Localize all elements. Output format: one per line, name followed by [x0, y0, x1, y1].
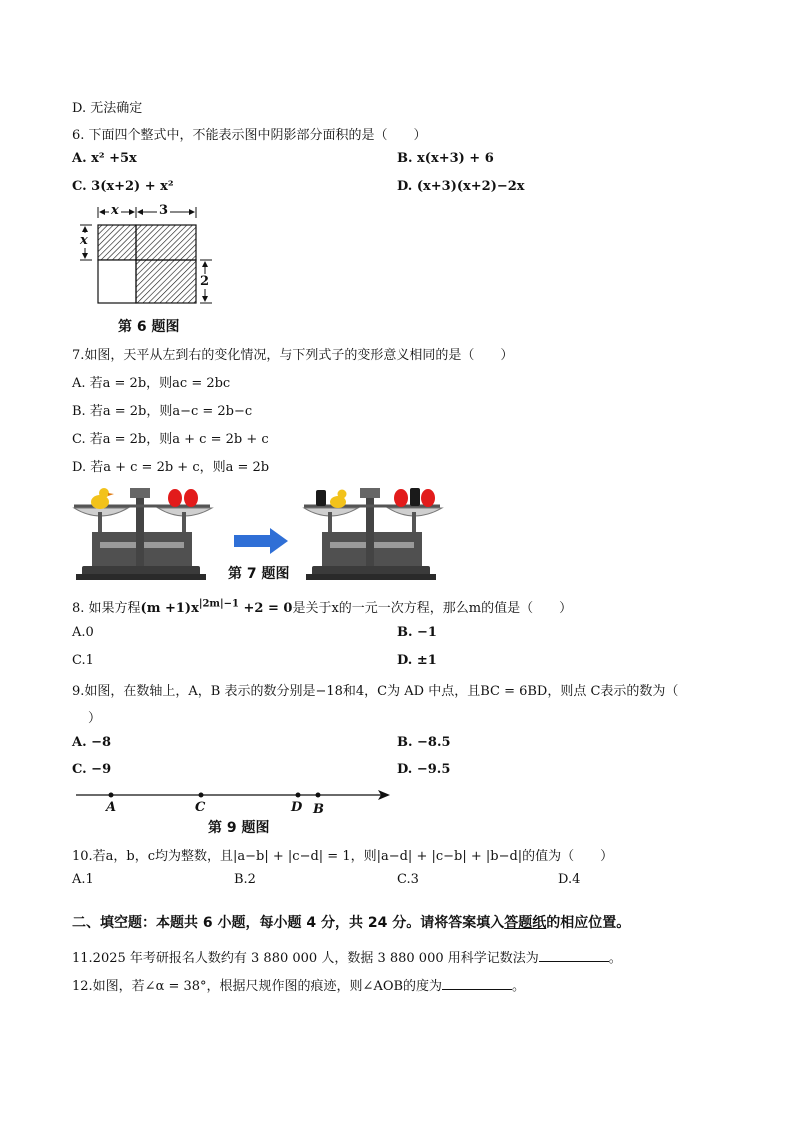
q12-stem-text: 12.如图，若∠α = 38°，根据尺规作图的痕迹，则∠AOB的度为 [72, 979, 443, 994]
q7-arrow-icon [232, 528, 292, 554]
section-2-heading-underlined: 答题纸 [504, 915, 547, 931]
q11-answer-blank[interactable] [539, 949, 609, 962]
section-2-heading-text: 二、填空题：本题共 6 小题，每小题 4 分，共 24 分。请将答案填入 [72, 915, 505, 931]
q5-option-d: D. 无法确定 [72, 101, 143, 116]
q9-point-d-label: D [291, 800, 303, 815]
q7-option-b: B. 若a = 2b，则a−c = 2b−c [72, 404, 253, 419]
q8-stem [72, 597, 572, 616]
q6-area-figure [70, 200, 230, 310]
q12-stem [72, 975, 525, 994]
q10-option-b: B.2 [234, 872, 256, 887]
q9-stem: 9.如图，在数轴上，A，B 表示的数分别是−18和4，C为 AD 中点，且BC = 6BD，则点 C表示的数为（ [72, 684, 679, 699]
q9-number-line [72, 786, 402, 806]
q12-answer-blank[interactable] [442, 977, 512, 990]
q6-stem: 6. 下面四个整式中，不能表示图中阴影部分面积的是（ ） [72, 128, 427, 143]
q12-stem-end: 。 [512, 979, 526, 994]
q11-stem-text: 11.2025 年考研报名人数约有 3 880 000 人，数据 3 880 000 用科学记数法为 [72, 951, 539, 966]
q9-point-b-label: B [313, 802, 324, 817]
q8-option-c: C.1 [72, 653, 94, 668]
q8-option-d: D. ±1 [397, 653, 437, 668]
section-2-heading-end: 的相应位置。 [546, 915, 631, 931]
q9-option-a: A. −8 [72, 735, 112, 750]
q9-option-c: C. −9 [72, 762, 112, 777]
q6-label-top-3: 3 [159, 203, 169, 218]
q10-option-a: A.1 [72, 872, 94, 887]
q10-stem: 10.若a，b，c均为整数，且|a−b| + |c−d| = 1，则|a−d| + |c−b| + |b−d|的值为（ ） [72, 849, 614, 864]
q6-label-right-2: 2 [200, 274, 210, 289]
q9-option-d: D. −9.5 [397, 762, 451, 777]
q6-figure-caption: 第 6 题图 [118, 319, 180, 335]
q8-stem-math2: +2 = 0 [238, 601, 293, 616]
q7-left-balance-image [70, 484, 220, 584]
q8-option-b: B. −1 [397, 625, 437, 640]
q8-option-a: A.0 [72, 625, 94, 640]
q7-option-d: D. 若a + c = 2b + c，则a = 2b [72, 460, 270, 475]
q6-option-d: D. (x+3)(x+2)−2x [397, 179, 525, 194]
q8-stem-post: 是关于x的一元一次方程，那么m的值是（ ） [292, 601, 573, 616]
q6-label-top-x: x [111, 203, 119, 218]
q7-stem: 7.如图，天平从左到右的变化情况，与下列式子的变形意义相同的是（ ） [72, 348, 514, 363]
q8-stem-pre: 8. 如果方程 [72, 601, 141, 616]
q11-stem-end: 。 [608, 951, 622, 966]
q7-option-c: C. 若a = 2b，则a + c = 2b + c [72, 432, 269, 447]
section-2-heading [72, 912, 630, 932]
q11-stem [72, 947, 622, 966]
q7-right-balance-image [300, 484, 450, 584]
q6-label-left-x: x [80, 233, 88, 248]
q9-stem-end: ） [88, 711, 102, 726]
q7-option-a: A. 若a = 2b，则ac = 2bc [72, 376, 231, 391]
q8-stem-exponent: |2m|−1 [198, 598, 239, 610]
q10-option-d: D.4 [558, 872, 581, 887]
q9-figure-caption: 第 9 题图 [208, 820, 270, 836]
q9-option-b: B. −8.5 [397, 735, 451, 750]
q9-point-c-label: C [195, 800, 206, 815]
q6-option-c: C. 3(x+2) + x² [72, 179, 174, 194]
q8-stem-math: (m +1)x [140, 601, 199, 616]
q6-option-a: A. x² +5x [72, 151, 137, 166]
q7-figure-caption: 第 7 题图 [228, 566, 290, 582]
q6-option-b: B. x(x+3) + 6 [397, 151, 494, 166]
q9-point-a-label: A [106, 800, 117, 815]
q10-option-c: C.3 [397, 872, 419, 887]
